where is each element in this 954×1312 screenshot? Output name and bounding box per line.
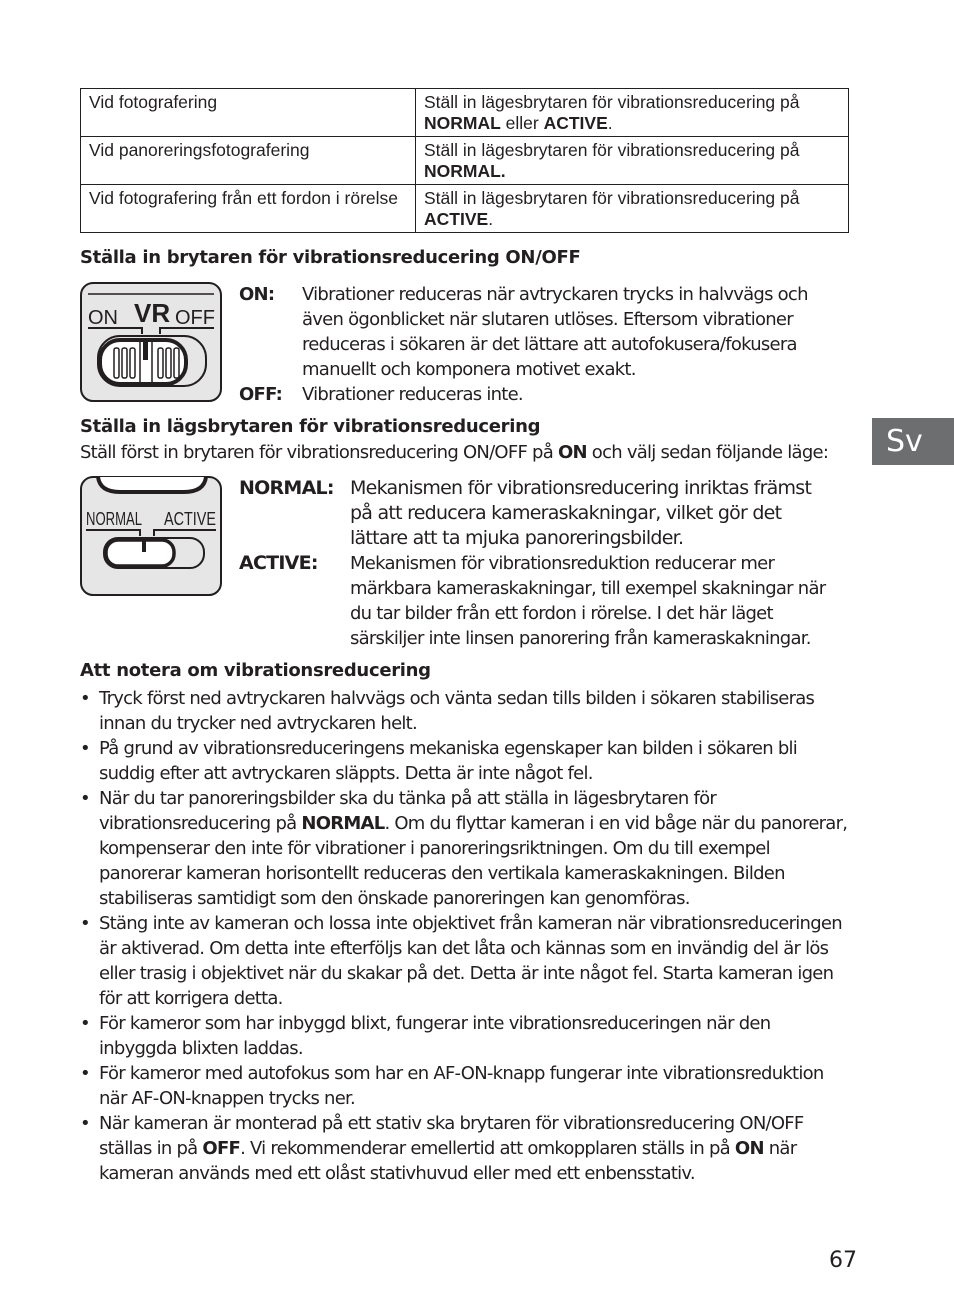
settings-table <box>80 88 849 233</box>
note-item: • På grund av vibrationsreduceringens mekaniska egenskaper kan bilden i sökaren bli suddig efter att avtryckaren släppts. Detta är inte något fel. <box>80 736 850 786</box>
mode-intro: Ställ först in brytaren för vibrationsreducering ON/OFF på ON och välj sedan följande läge: <box>80 442 829 463</box>
active-description: Mekanismen för vibrationsreduktion reducerar mer märkbara kameraskakningar, till exempel skakningar när du tar bilder från ett fordon i rörelse. I det här läget särskiljer inte linsen panorering från kameraskakningar. <box>350 553 826 649</box>
active-label: ACTIVE: <box>239 552 318 574</box>
section-heading-notes: Att notera om vibrationsreducering <box>80 660 431 681</box>
note-item: • För kameror med autofokus som har en AF-ON-knapp fungerar inte vibrationsreduktion när AF-ON-knappen trycks ner. <box>80 1061 850 1111</box>
table-row <box>81 185 849 233</box>
on-label: ON: <box>239 284 275 305</box>
section-heading-on-off: Ställa in brytaren för vibrationsreducering ON/OFF <box>80 247 581 268</box>
table-row <box>81 137 849 185</box>
language-tab: Sv <box>872 418 954 465</box>
off-label: OFF: <box>239 384 283 405</box>
situation-cell: Vid fotografering från ett fordon i rörelse <box>81 185 416 233</box>
vr-mode-switch-illustration <box>80 476 222 596</box>
situation-cell: Vid panoreringsfotografering <box>81 137 416 185</box>
svg-text:VR: VR <box>134 298 171 328</box>
vr-on-off-switch-illustration <box>80 282 222 402</box>
note-item: • När du tar panoreringsbilder ska du tänka på att ställa in lägesbrytaren för vibrationsreducering på NORMAL. Om du flyttar kameran i en vid båge när du panorerar, kompenserar den inte för vibrationer i panoreringsriktningen. Om du till exempel panorerar kameran horisontellt reduceras den vertikala kameraskakningen. Bilden stabiliseras samtidigt som den önskade panoreringen kan genomföras. <box>80 786 850 911</box>
normal-description: Mekanismen för vibrationsreducering inriktas främst på att reducera kameraskakningar, vilket gör det lättare att ta mjuka panoreringsbilder. <box>350 477 812 549</box>
notes-list <box>80 686 850 1186</box>
note-item: • För kameror som har inbyggd blixt, fungerar inte vibrationsreduceringen när den inbyggda blixten laddas. <box>80 1011 850 1061</box>
svg-text:OFF: OFF <box>175 307 215 329</box>
svg-text:ON: ON <box>88 307 118 329</box>
section-heading-mode: Ställa in lägsbrytaren för vibrationsreducering <box>80 416 541 437</box>
table-row <box>81 89 849 137</box>
situation-cell: Vid fotografering <box>81 89 416 137</box>
svg-text:NORMAL: NORMAL <box>86 509 142 529</box>
note-item: • Tryck först ned avtryckaren halvvägs och vänta sedan tills bilden i sökaren stabiliseras innan du trycker ned avtryckaren helt. <box>80 686 850 736</box>
setting-cell: Ställ in lägesbrytaren för vibrationsreducering på NORMAL. <box>416 137 849 185</box>
note-item: • Stäng inte av kameran och lossa inte objektivet från kameran när vibrationsreduceringen är aktiverad. Om detta inte efterföljs kan det låta och kännas som en invändig del är lös eller trasig i objektivet när du skakar på det. Detta är inte något fel. Starta kameran igen för att korrigera detta. <box>80 911 850 1011</box>
on-description: Vibrationer reduceras när avtryckaren trycks in halvvägs och även ögonblicket när slutaren utlöses. Eftersom vibrationer reduceras i sökaren är det lättare att autofokusera/fokusera manuellt och komponera motivet exakt. <box>302 284 808 380</box>
page-number: 67 <box>829 1248 857 1273</box>
off-description: Vibrationer reduceras inte. <box>302 384 523 405</box>
normal-label: NORMAL: <box>239 477 334 499</box>
setting-cell: Ställ in lägesbrytaren för vibrationsreducering på NORMAL eller ACTIVE. <box>416 89 849 137</box>
note-item: • När kameran är monterad på ett stativ ska brytaren för vibrationsreducering ON/OFF ställas in på OFF. Vi rekommenderar emellertid att omkopplaren ställs in på ON när kameran används med ett olåst stativhuvud eller med ett enbensstativ. <box>80 1111 850 1186</box>
svg-text:ACTIVE: ACTIVE <box>164 509 216 529</box>
setting-cell: Ställ in lägesbrytaren för vibrationsreducering på ACTIVE. <box>416 185 849 233</box>
